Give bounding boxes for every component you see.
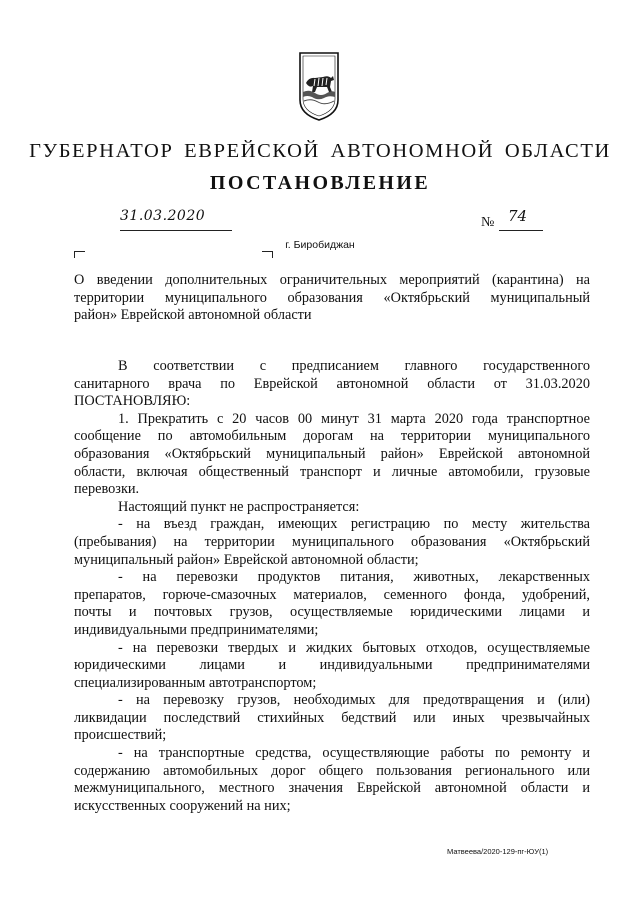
body-line: области, включая общественный транспорт и личные автомобили, грузовые	[74, 463, 590, 480]
body-line: - на перевозки продуктов питания, животных, лекарственных	[118, 569, 590, 586]
subject-bracket-right	[262, 251, 273, 258]
body-line: межмуниципального, местного значения Еврейской автономной области и	[74, 780, 590, 797]
body-line: (пребывания) на территории муниципального образования «Октябрьский	[74, 533, 590, 550]
decree-body	[74, 358, 590, 815]
subject-line: территории муниципального образования «Октябрьский муниципальный	[74, 289, 590, 306]
body-line: Настоящий пункт не распространяется:	[118, 498, 360, 515]
coat-of-arms-emblem	[297, 50, 341, 122]
body-line: ликвидации последствий стихийных бедствий или иных чрезвычайных	[74, 709, 590, 726]
body-line: ПОСТАНОВЛЯЮ:	[74, 393, 191, 410]
body-line: происшествий;	[74, 727, 167, 744]
decree-subject	[74, 272, 590, 325]
body-line: специализированным автотранспортом;	[74, 674, 317, 691]
body-line: 1. Прекратить с 20 часов 00 минут 31 марта 2020 года транспортное	[118, 410, 590, 427]
number-sign: №	[481, 215, 495, 230]
subject-line: район» Еврейской автономной области	[74, 307, 312, 323]
government-title: ГУБЕРНАТОР ЕВРЕЙСКОЙ АВТОНОМНОЙ ОБЛАСТИ	[29, 140, 611, 162]
body-line: образования «Октябрьский муниципальный район» Еврейской автономной	[74, 445, 590, 462]
body-line: содержанию автомобильных дорог общего пользования регионального или	[74, 762, 590, 779]
body-line: индивидуальными предпринимателями;	[74, 621, 319, 638]
body-line: - на перевозки твердых и жидких бытовых отходов, осуществляемые	[118, 639, 590, 656]
body-line: искусственных сооружений на них;	[74, 797, 291, 814]
body-line: препаратов, горюче-смазочных материалов, семенного фонда, удобрений,	[74, 586, 590, 603]
decree-date: 31.03.2020	[120, 208, 206, 224]
subject-bracket-left	[74, 251, 85, 258]
body-line: почты и почтовых грузов, осуществляемые юридическими лицами и	[74, 604, 590, 621]
body-line: санитарного врача по Еврейской автономной области от 31.03.2020	[74, 375, 590, 392]
body-line: - на перевозку грузов, необходимых для предотвращения и (или)	[118, 692, 590, 709]
body-line: перевозки.	[74, 481, 140, 498]
body-line: муниципальный район» Еврейской автономной области;	[74, 551, 419, 568]
body-line: юридическими лицами и индивидуальными предпринимателями	[74, 657, 590, 674]
document-type-heading: ПОСТАНОВЛЕНИЕ	[209, 172, 431, 194]
body-line: сообщение по автомобильным дорогам на территории муниципального	[74, 428, 590, 445]
body-line: В соответствии с предписанием главного государственного	[118, 358, 590, 374]
city-label: г. Биробиджан	[285, 239, 355, 251]
decree-number: 74	[508, 207, 528, 225]
body-line: - на транспортные средства, осуществляющие работы по ремонту и	[118, 745, 590, 762]
subject-line: О введении дополнительных ограничительных мероприятий (карантина) на	[74, 272, 590, 288]
document-code: Матвеева/2020-129-пг-ЮУ(1)	[447, 847, 549, 856]
body-line: - на въезд граждан, имеющих регистрацию по месту жительства	[118, 516, 590, 533]
